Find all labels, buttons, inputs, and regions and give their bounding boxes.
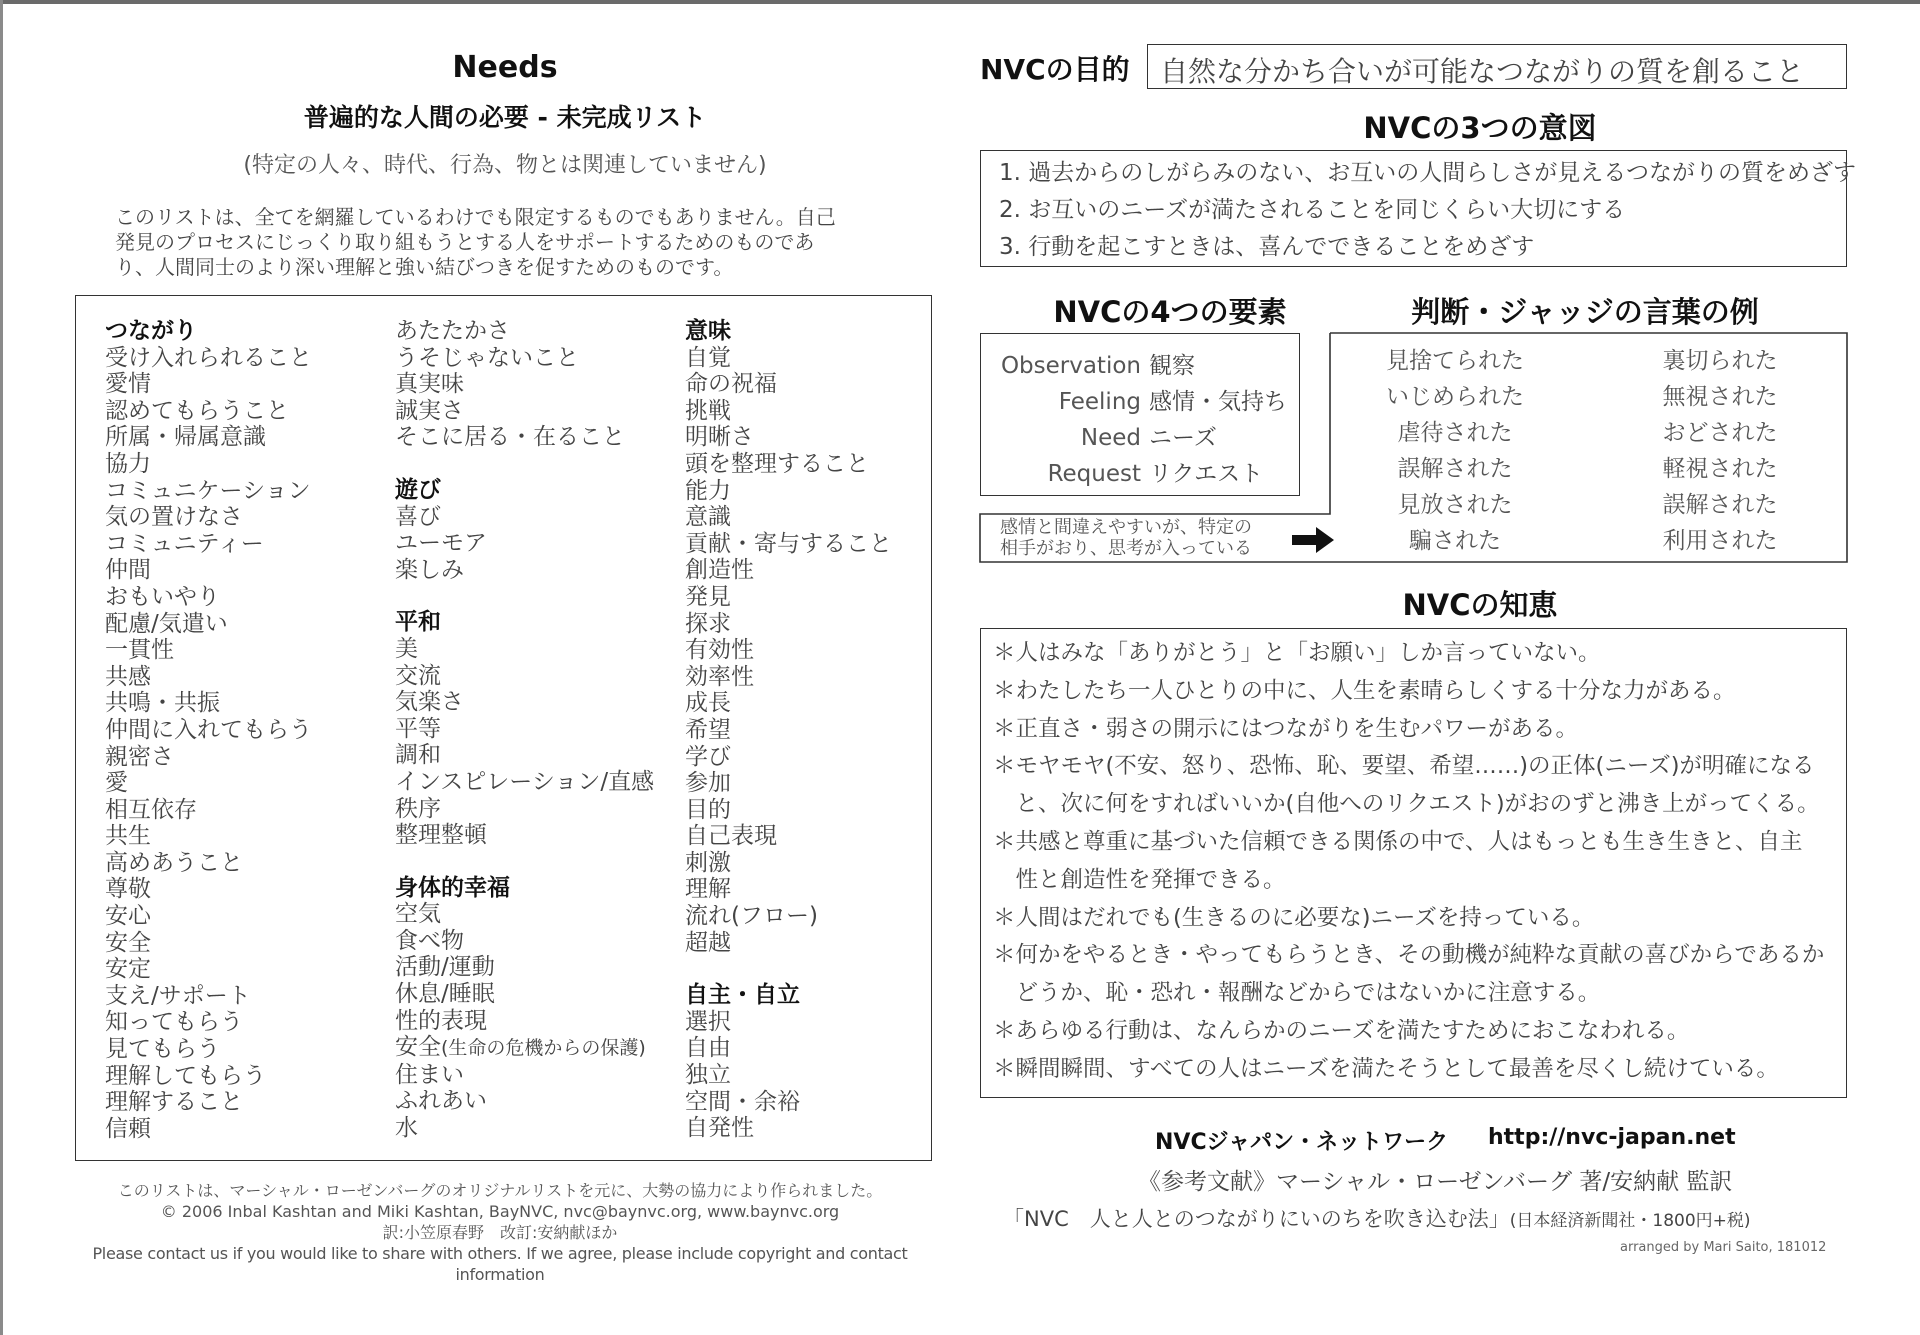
need-item	[685, 744, 892, 771]
need-item-text: 食べ物	[395, 927, 464, 954]
need-item-text: コミュニティー	[105, 530, 264, 557]
intention-item: 2. お互いのニーズが満たされることを同じくらい大切にする	[999, 197, 1626, 223]
need-item-text: 受け入れられること	[105, 344, 312, 371]
need-item-text: 明晰さ	[685, 424, 754, 451]
need-item	[685, 451, 892, 478]
need-item	[105, 1009, 312, 1036]
need-item	[395, 504, 654, 531]
need-item-text: 理解してもらう	[105, 1062, 266, 1089]
need-item-text: 挑戦	[685, 397, 731, 424]
wisdom-item: ＊何かをやるとき・やってもらうとき、その動機が純粋な貢献の喜びからであるか	[993, 942, 1825, 969]
need-item-text: 共生	[105, 823, 151, 850]
judgment-words-left	[1350, 343, 1560, 559]
need-item-text: 見てもらう	[105, 1036, 220, 1063]
wisdom-item: ＊あらゆる行動は、なんらかのニーズを満たすためにおこなわれる。	[993, 1017, 1690, 1044]
page-left-border	[0, 0, 3, 1335]
need-item	[395, 1088, 654, 1115]
need-item-text: 流れ(フロー)	[685, 903, 818, 930]
need-item	[395, 742, 654, 769]
need-item	[685, 557, 892, 584]
wisdom-item: ＊わたしたち一人ひとりの中に、人生を素晴らしくする十分な力がある。	[993, 677, 1736, 704]
need-item-text: 美	[395, 635, 418, 662]
need-item-text: 超越	[685, 929, 731, 956]
need-item-text: 命の祝福	[685, 371, 777, 398]
need-item	[105, 744, 312, 771]
need-item-text: おもいやり	[105, 583, 220, 610]
need-item	[395, 769, 654, 796]
need-item-text: 能力	[685, 477, 731, 504]
judgment-word: 誤解された	[1662, 492, 1778, 518]
need-item	[105, 664, 312, 691]
needs-column-3	[685, 318, 892, 1142]
need-item	[685, 823, 892, 850]
wisdom-item: 性と創造性を発揮できる。	[993, 866, 1286, 893]
need-item	[395, 663, 654, 690]
need-item-text: 配慮/気遣い	[105, 610, 228, 637]
judgment-word: 見放された	[1397, 492, 1513, 518]
need-item-text: 空間・余裕	[685, 1088, 800, 1115]
need-item-text: 活動/運動	[395, 954, 495, 981]
need-item	[685, 850, 892, 877]
need-category: 身体的幸福	[395, 874, 510, 901]
need-item	[105, 1063, 312, 1090]
need-item-text: 参加	[685, 770, 731, 797]
need-item	[105, 557, 312, 584]
need-item	[685, 345, 892, 372]
judgment-word: いじめられた	[1386, 384, 1524, 410]
wisdom-item: ＊人はみな「ありがとう」と「お願い」しか言っていない。	[993, 640, 1601, 666]
arranged-credit: arranged by Mari Saito, 181012	[1620, 1240, 1827, 1255]
element-en: Need	[1080, 425, 1141, 451]
need-item-text: 親密さ	[105, 743, 174, 770]
need-item	[685, 1115, 892, 1142]
judgment-word: 誤解された	[1397, 456, 1513, 482]
need-item	[685, 531, 892, 558]
need-item	[395, 1008, 654, 1035]
need-item-text: 交流	[395, 662, 441, 689]
need-item	[685, 637, 892, 664]
book-publisher: (日本経済新聞社・1800円+税)	[1509, 1211, 1751, 1231]
arrow-note-line: 相手がおり、思考が入っている	[1000, 538, 1252, 559]
element-en: Observation	[1000, 353, 1141, 379]
needs-column-1	[105, 318, 312, 1142]
intention-item: 3. 行動を起こすときは、喜んでできることをめざす	[999, 234, 1535, 260]
need-item	[395, 689, 654, 716]
arrow-note	[1000, 517, 1252, 559]
page-top-border	[0, 0, 1920, 4]
need-item	[395, 1062, 654, 1089]
intentions-box	[980, 150, 1857, 267]
need-item-text: 尊敬	[105, 876, 151, 903]
network-name: NVCジャパン・ネットワーク	[1155, 1130, 1449, 1155]
need-item-text: 知ってもらう	[105, 1009, 243, 1036]
need-item	[685, 930, 892, 957]
need-item	[685, 478, 892, 505]
need-item	[105, 451, 312, 478]
need-item-text: 気の置けなさ	[105, 504, 243, 531]
need-item-text: 愛情	[105, 371, 151, 398]
need-item	[685, 584, 892, 611]
need-item	[395, 318, 654, 345]
element-en: Feeling	[1058, 389, 1141, 415]
need-item	[685, 1062, 892, 1089]
need-item	[685, 504, 892, 531]
need-category: つながり	[105, 318, 197, 344]
need-item-text: 住まい	[395, 1061, 464, 1088]
section-spacer	[395, 583, 654, 609]
need-item-text: 自覚	[685, 344, 731, 371]
need-item-text: ユーモア	[395, 530, 487, 557]
need-item-text: 一貫性	[105, 637, 174, 664]
section-spacer	[685, 956, 892, 982]
element-ja: 観察	[1149, 353, 1195, 379]
wisdom-item: ＊共感と尊重に基づいた信頼できる関係の中で、人はもっとも生き生きと、自主	[993, 828, 1803, 855]
need-item-text: 自己表現	[685, 823, 777, 850]
need-item	[105, 371, 312, 398]
network-url-link[interactable]: http://nvc-japan.net	[1488, 1125, 1736, 1150]
need-item-text: 安全	[395, 1034, 441, 1061]
need-item-text: 性的表現	[395, 1007, 487, 1034]
need-item-text: 貢献・寄与すること	[685, 530, 892, 557]
need-item	[395, 371, 654, 398]
need-item-text: 創造性	[685, 557, 754, 584]
intentions-title: NVCの3つの意図	[1363, 111, 1597, 145]
need-item-note: (生命の危機からの保護)	[441, 1037, 646, 1060]
need-item	[105, 584, 312, 611]
needs-footer	[60, 1180, 940, 1285]
book-title: 「NVC 人と人とのつながりにいのちを吹き込む法」	[1003, 1207, 1510, 1231]
book-line	[1003, 1203, 1751, 1233]
need-item	[685, 903, 892, 930]
needs-title: Needs	[452, 50, 558, 85]
needs-subtitle: 普遍的な人間の必要 - 未完成リスト	[303, 103, 707, 132]
need-item-text: 仲間	[105, 557, 151, 584]
need-item-text: 信頼	[105, 1115, 151, 1142]
need-item-text: 安全	[105, 929, 151, 956]
need-item	[395, 636, 654, 663]
need-item-text: あたたかさ	[395, 318, 510, 344]
need-item	[105, 823, 312, 850]
need-item	[685, 424, 892, 451]
need-item-text: 選択	[685, 1008, 731, 1035]
need-item	[395, 557, 654, 584]
need-item-text: 空気	[395, 901, 441, 928]
need-item-text: 高めあうこと	[105, 849, 243, 876]
need-item-text: 頭を整理すること	[685, 450, 869, 477]
judgment-word: 見捨てられた	[1386, 348, 1524, 374]
need-item-text: 理解すること	[105, 1089, 243, 1116]
need-item-text: 成長	[685, 690, 731, 717]
wisdom-item: ＊人間はだれでも(生きるのに必要な)ニーズを持っている。	[993, 904, 1595, 931]
need-item-text: 意識	[685, 504, 731, 531]
purpose-text: 自然な分かち合いが可能なつながりの質を創ること	[1160, 55, 1805, 88]
need-item	[685, 690, 892, 717]
right-arrow-icon	[1292, 526, 1336, 554]
judgment-word: 騙された	[1409, 528, 1501, 554]
purpose-box	[1147, 44, 1847, 89]
elements-title: NVCの4つの要素	[1053, 295, 1287, 329]
need-item	[395, 716, 654, 743]
need-category: 平和	[395, 609, 441, 636]
need-item	[685, 1089, 892, 1116]
intro-line: り、人間同士のより深い理解と強い結びつきを促すためのものです。	[115, 255, 734, 279]
need-item-text: 真実味	[395, 371, 464, 398]
footer-copyright: © 2006 Inbal Kashtan and Miki Kashtan, BayNVC, nvc@baynvc.org, www.baynvc.org	[160, 1202, 840, 1221]
need-item	[105, 876, 312, 903]
need-item	[105, 956, 312, 983]
need-item	[395, 981, 654, 1008]
need-category: 意味	[685, 318, 731, 344]
judgment-word: 軽視された	[1662, 456, 1778, 482]
need-item	[685, 1009, 892, 1036]
purpose-label: NVCの目的	[980, 53, 1130, 86]
need-item	[685, 770, 892, 797]
judgment-word: 虐待された	[1397, 420, 1513, 446]
need-item	[105, 637, 312, 664]
element-ja: 感情・気持ち	[1149, 389, 1287, 415]
need-item	[395, 1115, 654, 1142]
need-item-text: 共鳴・共振	[105, 690, 220, 717]
intro-line: 発見のプロセスにじっくり取り組もうとする人をサポートするためのものであ	[115, 230, 815, 254]
need-item-text: 支え/サポート	[105, 982, 251, 1009]
need-item-text: 協力	[105, 450, 151, 477]
need-item-text: 水	[395, 1115, 418, 1142]
need-item	[105, 1089, 312, 1116]
judgment-word: 裏切られた	[1662, 348, 1778, 374]
need-item	[105, 478, 312, 505]
need-item-text: インスピレーション/直感	[395, 768, 655, 795]
need-item-text: うそじゃないこと	[395, 344, 579, 371]
need-item	[105, 797, 312, 824]
need-item	[395, 796, 654, 823]
need-item-text: 安心	[105, 903, 151, 930]
need-item	[105, 345, 312, 372]
need-item	[105, 1036, 312, 1063]
need-item	[105, 424, 312, 451]
need-item	[105, 983, 312, 1010]
need-item-text: 休息/睡眠	[395, 981, 495, 1008]
wisdom-item: ＊正直さ・弱さの開示にはつながりを生むパワーがある。	[993, 715, 1579, 742]
need-item	[105, 690, 312, 717]
need-item	[685, 398, 892, 425]
need-item	[685, 371, 892, 398]
need-item	[105, 531, 312, 558]
need-item	[685, 611, 892, 638]
need-item	[395, 954, 654, 981]
need-item-text: 秩序	[395, 795, 441, 822]
need-item-text: そこに居る・在ること	[395, 424, 625, 451]
wisdom-box	[980, 628, 1847, 1098]
need-item	[395, 424, 654, 451]
wisdom-item: ＊瞬間瞬間、すべての人はニーズを満たそうとして最善を尽くし続けている。	[993, 1055, 1779, 1082]
need-item-text: 自発性	[685, 1115, 754, 1142]
need-item-text: 効率性	[685, 663, 754, 690]
need-item-text: 誠実さ	[395, 397, 464, 424]
need-item-text: 発見	[685, 583, 731, 610]
need-item-text: 仲間に入れてもらう	[105, 716, 312, 743]
need-item	[105, 717, 312, 744]
need-item	[395, 530, 654, 557]
need-item-text: 学び	[685, 743, 731, 770]
judgment-words-right	[1615, 343, 1825, 559]
need-item	[685, 876, 892, 903]
need-item-text: 探求	[685, 610, 731, 637]
need-item	[395, 901, 654, 928]
section-spacer	[395, 849, 654, 875]
need-item-text: 愛	[105, 770, 128, 797]
need-item	[105, 398, 312, 425]
footer-credit: このリストは、マーシャル・ローゼンバーグのオリジナルリストを元に、大勢の協力により作られました。	[117, 1181, 883, 1200]
need-item	[395, 928, 654, 955]
need-item	[105, 1116, 312, 1143]
element-en: Request	[1047, 461, 1141, 487]
need-item	[105, 850, 312, 877]
needs-intro	[115, 205, 895, 280]
need-item-text: 認めてもらうこと	[105, 397, 289, 424]
need-item	[105, 770, 312, 797]
wisdom-item: どうか、恥・恐れ・報酬などからではないかに注意する。	[993, 980, 1601, 1007]
wisdom-title: NVCの知恵	[1402, 588, 1558, 622]
need-item	[685, 1035, 892, 1062]
need-item	[105, 611, 312, 638]
judgment-word: おどされた	[1662, 420, 1778, 446]
need-item-text: ふれあい	[395, 1088, 487, 1115]
need-item-text: コミュニケーション	[105, 477, 311, 504]
need-item-text: 楽しみ	[395, 556, 464, 583]
need-category: 遊び	[395, 476, 441, 503]
need-item	[105, 903, 312, 930]
need-item-text: 理解	[685, 876, 731, 903]
need-item	[105, 504, 312, 531]
need-item	[395, 1034, 654, 1062]
need-item	[105, 930, 312, 957]
need-item-text: 目的	[685, 796, 731, 823]
need-item-text: 独立	[685, 1062, 731, 1089]
need-item	[395, 345, 654, 372]
need-item-text: 平等	[395, 715, 441, 742]
need-item-text: 所属・帰属意識	[105, 424, 266, 451]
need-item-text: 相互依存	[105, 796, 197, 823]
need-item-text: 共感	[105, 663, 151, 690]
need-item-text: 安定	[105, 956, 151, 983]
needs-column-2	[395, 318, 654, 1142]
need-item-text: 整理整頓	[395, 822, 487, 849]
element-ja: ニーズ	[1149, 425, 1217, 451]
element-ja: リクエスト	[1149, 461, 1264, 487]
need-item	[685, 797, 892, 824]
need-item	[395, 822, 654, 849]
judgment-word: 利用された	[1662, 528, 1778, 554]
footer-translator: 訳:小笠原春野 改訂:安納献ほか	[382, 1223, 618, 1242]
need-item-text: 調和	[395, 742, 441, 769]
needs-note: (特定の人々、時代、行為、物とは関連していません)	[243, 153, 767, 178]
need-item	[685, 664, 892, 691]
wisdom-item: と、次に何をすればいいか(自他へのリクエスト)がおのずと沸き上がってくる。	[993, 791, 1820, 818]
need-item-text: 気楽さ	[395, 689, 464, 716]
judgment-word: 無視された	[1662, 384, 1778, 410]
intention-item: 1. 過去からのしがらみのない、お互いの人間らしさが見えるつながりの質をめざす	[999, 160, 1857, 186]
wisdom-item: ＊モヤモヤ(不安、怒り、恐怖、恥、要望、希望……)の正体(ニーズ)が明確になる	[993, 753, 1815, 780]
judgment-title: 判断・ジャッジの言葉の例	[1411, 295, 1759, 329]
need-item-text: 有効性	[685, 637, 754, 664]
intro-line: このリストは、全てを網羅しているわけでも限定するものでもありません。自己	[115, 205, 836, 229]
reference-line: 《参考文献》マーシャル・ローゼンバーグ 著/安納献 監訳	[1138, 1169, 1733, 1195]
need-item-text: 自由	[685, 1035, 731, 1062]
need-item-text: 喜び	[395, 503, 441, 530]
need-item	[685, 717, 892, 744]
need-category: 自主・自立	[685, 982, 800, 1009]
arrow-note-line: 感情と間違えやすいが、特定の	[1000, 517, 1252, 538]
need-item-text: 刺激	[685, 849, 731, 876]
need-item	[395, 398, 654, 425]
need-item-text: 希望	[685, 716, 731, 743]
footer-contact: Please contact us if you would like to share with others. If we agree, please include copyright and contact information	[92, 1244, 908, 1284]
section-spacer	[395, 451, 654, 477]
